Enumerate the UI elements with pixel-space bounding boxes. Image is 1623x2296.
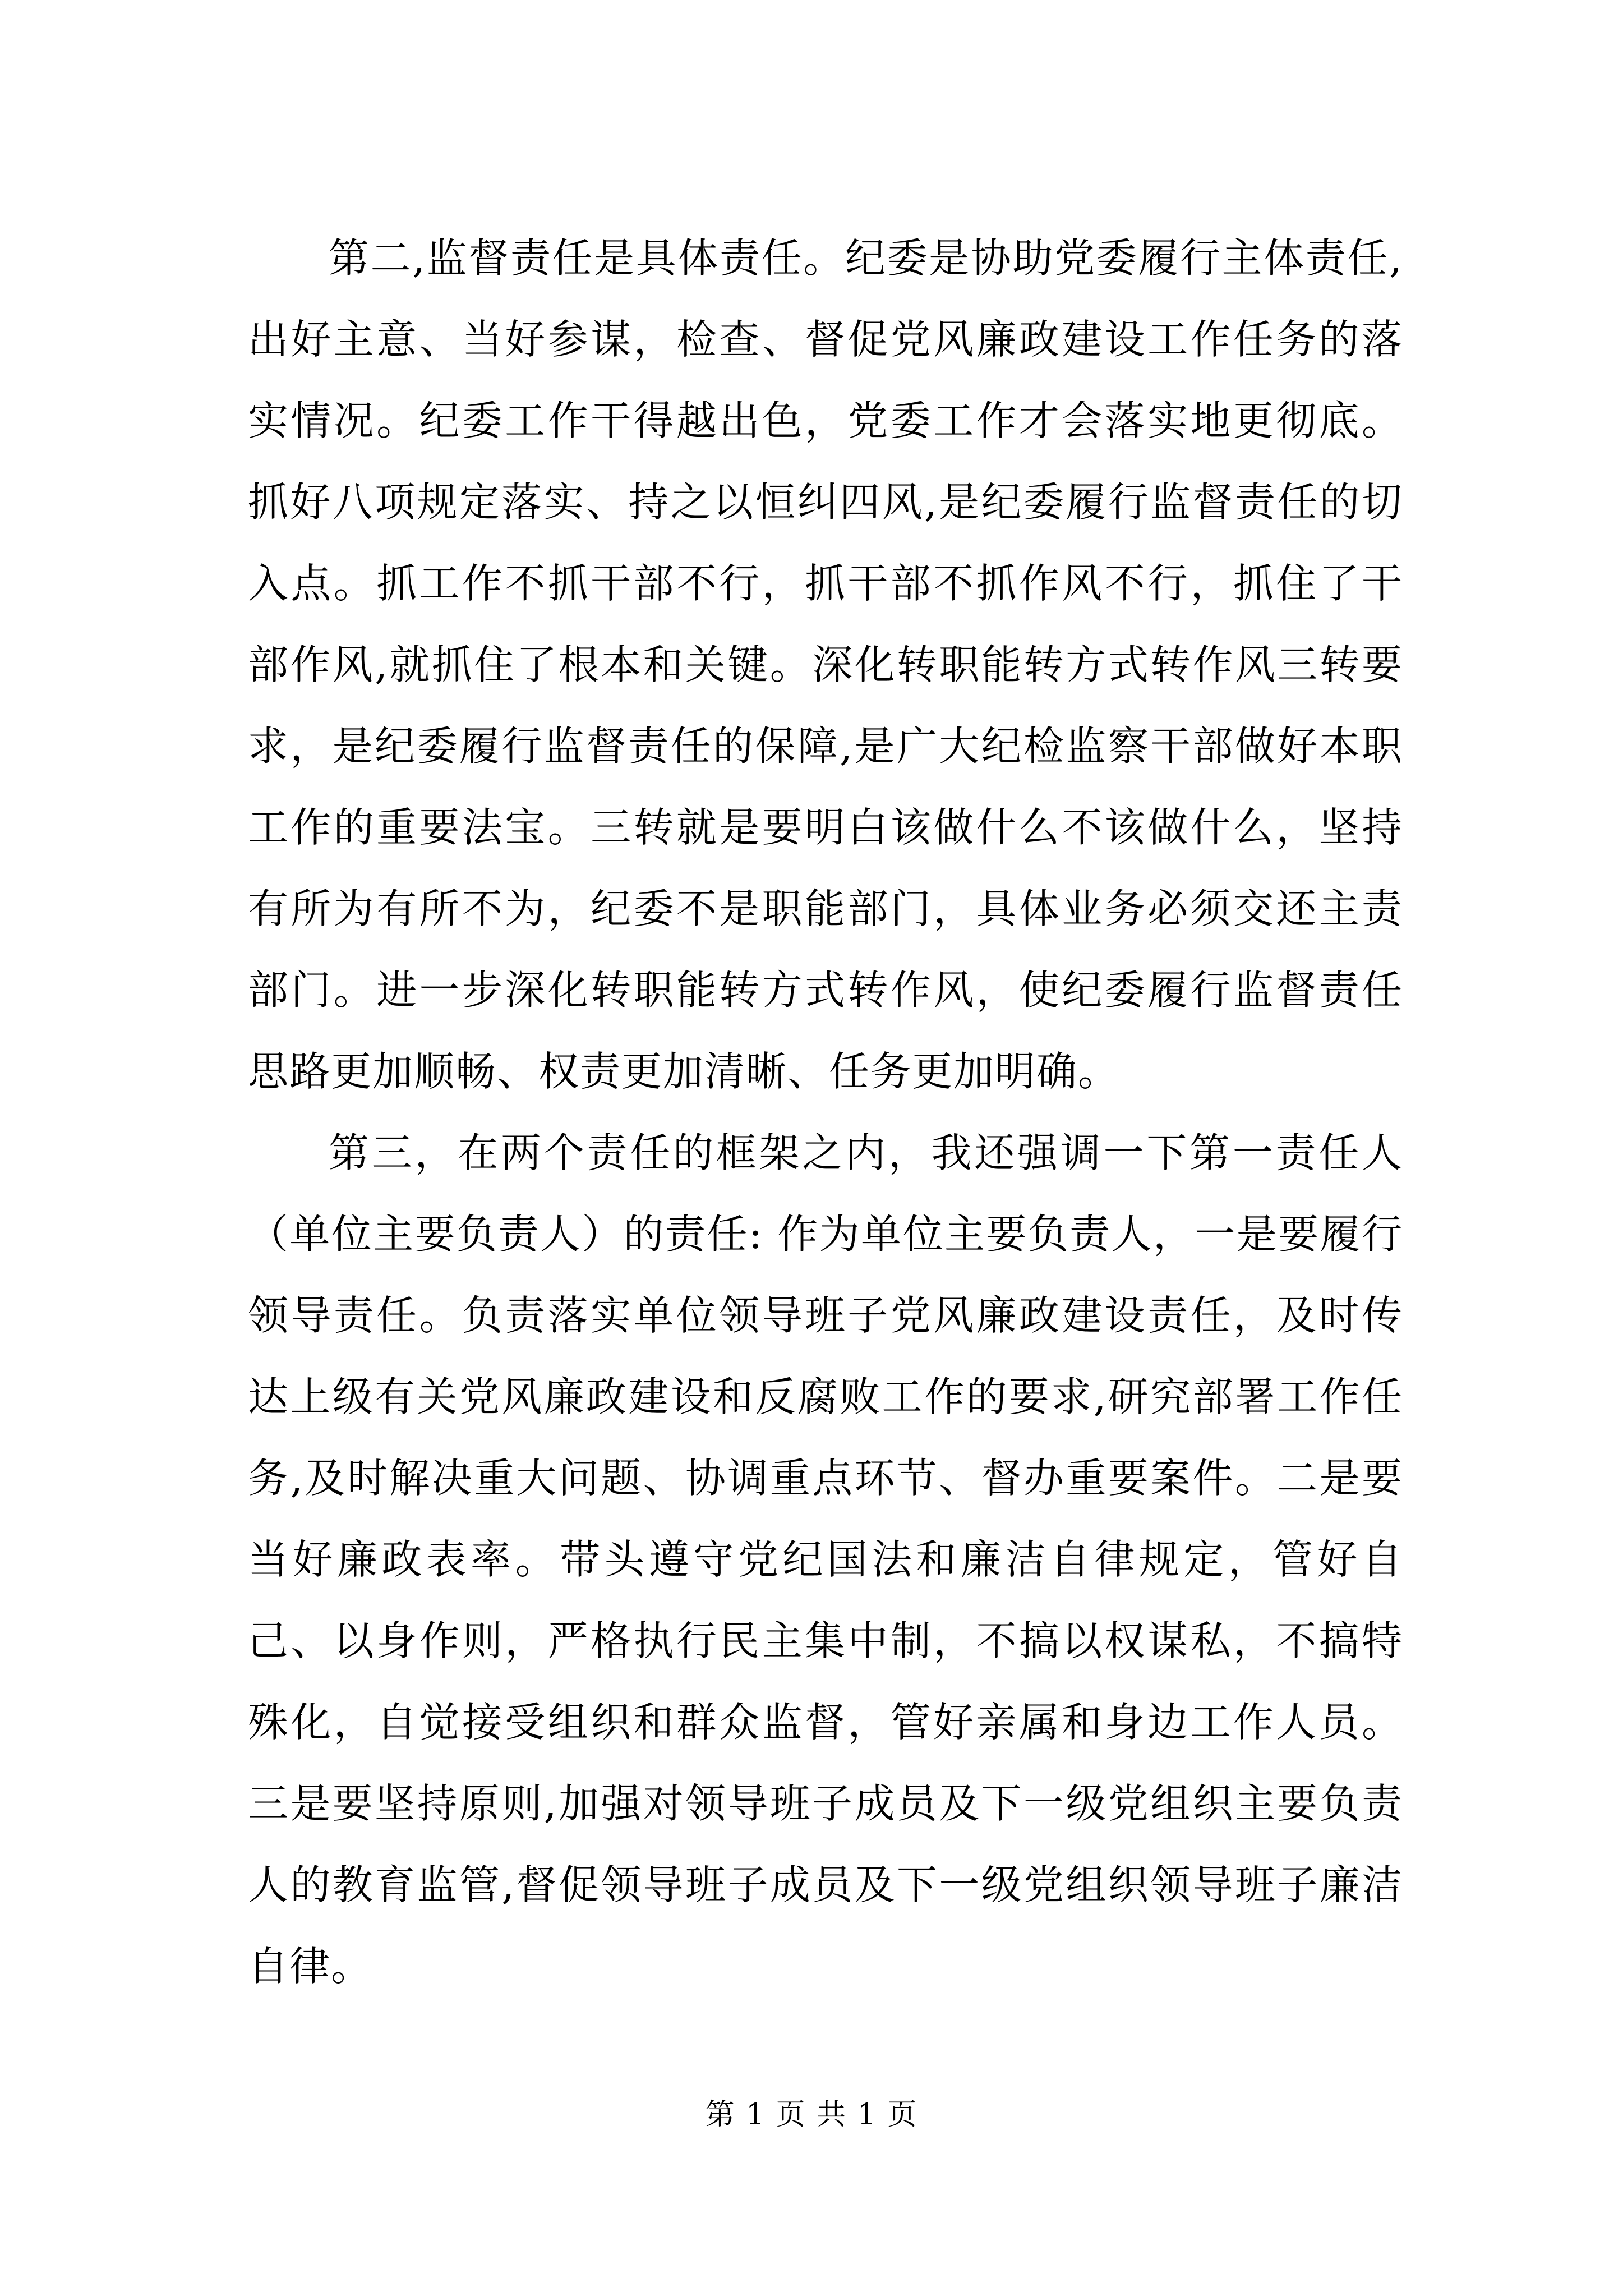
- paragraph-supervision-responsibility: 第二,监督责任是具体责任。纪委是协助党委履行主体责任,出好主意、当好参谋，检查、督促党风廉政建设工作任务的落实情况。纪委工作干得越出色，党委工作才会落实地更彻底。抓好八项规定落实、持之以恒纠四风,是纪委履行监督责任的切入点。抓工作不抓干部不行，抓干部不抓作风不行，抓住了干部作风,就抓住了根本和关键。深化转职能转方式转作风三转要求，是纪委履行监督责任的保障,是广大纪检监察干部做好本职工作的重要法宝。三转就是要明白该做什么不该做什么，坚持有所为有所不为，纪委不是职能部门，具体业务必须交还主责部门。进一步深化转职能转方式转作风，使纪委履行监督责任思路更加顺畅、权责更加清晰、任务更加明确。: [248, 234, 1403, 1095]
- page-footer: 第 1 页 共 1 页: [705, 2098, 918, 2132]
- document-body: [248, 218, 1403, 2007]
- paragraph-first-responsible-person: 第三，在两个责任的框架之内，我还强调一下第一责任人（单位主要负责人）的责任: 作为单位主要负责人，一是要履行领导责任。负责落实单位领导班子党风廉政建设责任，及时传达上级有关党风廉政建设和反腐败工作的要求,研究部署工作任务,及时解决重大问题、协调重点环节、督办重要案件。二是要当好廉政表率。带头遵守党纪国法和廉洁自律规定，管好自己、以身作则，严格执行民主集中制，不搞以权谋私，不搞特殊化，自觉接受组织和群众监督，管好亲属和身边工作人员。三是要坚持原则,加强对领导班子成员及下一级党组织主要负责人的教育监管,督促领导班子成员及下一级党组织领导班子廉洁自律。: [248, 1129, 1403, 1990]
